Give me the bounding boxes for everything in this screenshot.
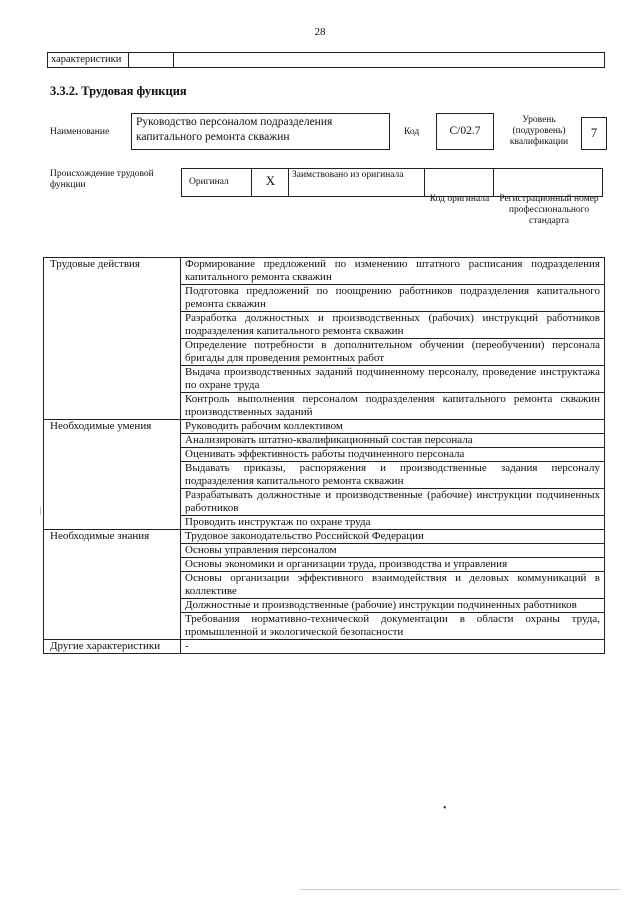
original-mark-cell	[251, 169, 288, 196]
labor-function-table	[43, 257, 605, 654]
level-value-box: 7	[581, 117, 607, 150]
section-title-cell: Другие характеристики	[44, 640, 181, 654]
section-item-cell: Контроль выполнения персоналом подразделения капитального ремонта скважин производственных заданий	[181, 393, 605, 420]
section-item-cell: Анализировать штатно-квалификационный состав персонала	[181, 434, 605, 448]
page-number: 28	[314, 26, 326, 38]
borrowed-cell	[288, 169, 424, 196]
original-label: Оригинал	[189, 177, 229, 187]
section-item-cell: Руководить рабочим коллективом	[181, 420, 605, 434]
function-name-box: Руководство персоналом подразделения капитального ремонта скважин	[131, 113, 390, 150]
code-label: Код	[404, 127, 420, 137]
fragment-cell	[128, 53, 174, 67]
table-row	[44, 530, 605, 544]
stray-dot: •	[443, 803, 447, 814]
section-item-cell: Определение потребности в дополнительном обучении (переобучении) персонала бригады для проведения ремонтных работ	[181, 339, 605, 366]
fragment-label: характеристики	[51, 54, 122, 65]
section-item-cell: Проводить инструктаж по охране труда	[181, 516, 605, 530]
page-edge-line	[300, 889, 620, 890]
reg-number-caption: Регистрационный номер профессионального стандарта	[499, 194, 599, 226]
section-item-cell: -	[181, 640, 605, 654]
level-label: Уровень (подуровень) квалификации	[509, 115, 569, 147]
section-item-cell: Основы организации эффективного взаимодействия и деловых коммуникаций в коллективе	[181, 572, 605, 599]
origin-label: Происхождение трудовой функции	[50, 169, 154, 190]
table-row	[44, 420, 605, 434]
name-label: Наименование	[50, 127, 110, 137]
original-cell	[181, 169, 251, 196]
section-item-cell: Выдача производственных заданий подчиненному персоналу, проведение инструктажа по охране труда	[181, 366, 605, 393]
section-item-cell: Выдавать приказы, распоряжения и производственные задания персоналу подразделения капитального ремонта скважин	[181, 462, 605, 489]
section-item-cell: Должностные и производственные (рабочие) инструкции подчиненных работников	[181, 599, 605, 613]
origin-row	[181, 168, 603, 197]
section-item-cell: Разрабатывать должностные и производственные (рабочие) инструкции подчиненных работников	[181, 489, 605, 516]
section-item-cell: Трудовое законодательство Российской Федерации	[181, 530, 605, 544]
margin-mark: |	[40, 506, 42, 515]
section-item-cell: Разработка должностных и производственных (рабочих) инструкций работников подразделения капитального ремонта скважин	[181, 312, 605, 339]
reg-number-cell	[493, 169, 603, 196]
section-item-cell: Основы управления персоналом	[181, 544, 605, 558]
previous-table-fragment	[47, 52, 605, 68]
section-title-cell: Необходимые умения	[44, 420, 181, 530]
section-item-cell: Формирование предложений по изменению штатного расписания подразделения капитального ремонта скважин	[181, 258, 605, 285]
table-row	[44, 258, 605, 285]
section-item-cell: Оценивать эффективность работы подчиненного персонала	[181, 448, 605, 462]
function-code-box: C/02.7	[436, 113, 494, 150]
table-row	[44, 640, 605, 654]
section-title-cell: Трудовые действия	[44, 258, 181, 420]
section-title-cell: Необходимые знания	[44, 530, 181, 640]
section-item-cell: Требования нормативно-технической документации в области охраны труда, промышленной и экологической безопасности	[181, 613, 605, 640]
section-item-cell: Основы экономики и организации труда, производства и управления	[181, 558, 605, 572]
section-item-cell: Подготовка предложений по поощрению работников подразделения капитального ремонта скважин	[181, 285, 605, 312]
section-heading: 3.3.2. Трудовая функция	[50, 84, 187, 98]
code-original-caption: Код оригинала	[429, 194, 490, 204]
code-origin-cell	[424, 169, 493, 196]
original-mark: X	[265, 173, 276, 188]
borrowed-label: Заимствовано из оригинала	[292, 170, 404, 180]
